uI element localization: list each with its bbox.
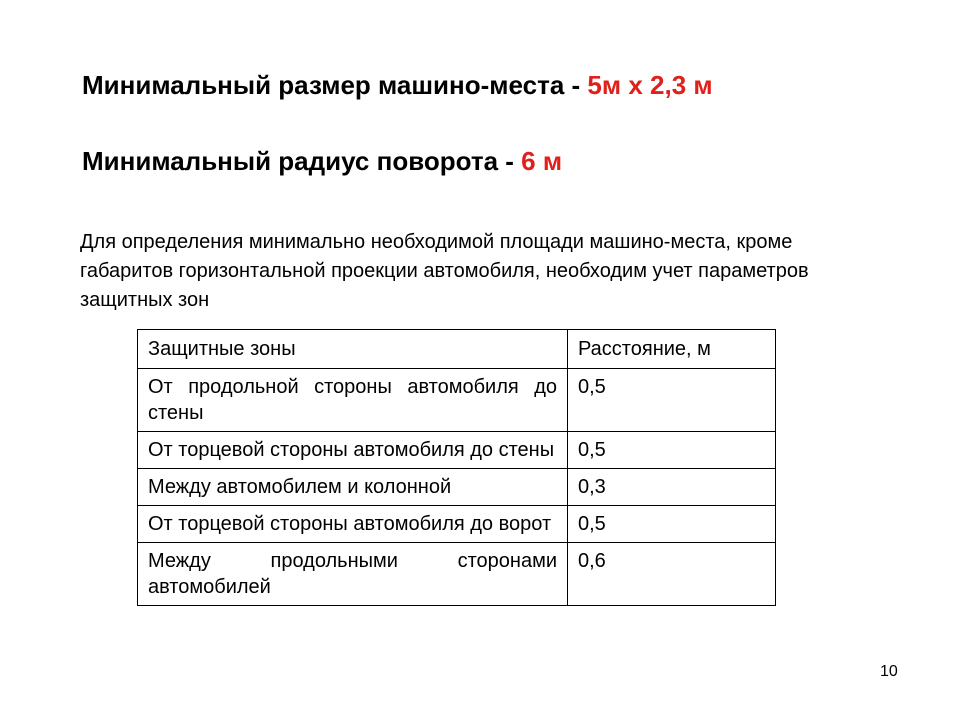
headline-radius-label: Минимальный радиус поворота xyxy=(82,146,499,176)
headline-min-turn-radius xyxy=(82,146,562,176)
page-number: 10 xyxy=(880,663,898,680)
distance-cell: 0,3 xyxy=(568,469,776,506)
table-row xyxy=(138,543,776,606)
table-header-row xyxy=(138,330,776,369)
protective-zones-table xyxy=(137,329,776,606)
headline-size-value: 5м х 2,3 м xyxy=(587,70,713,100)
zone-cell: От торцевой стороны автомобиля до ворот xyxy=(138,506,568,543)
distance-cell: 0,6 xyxy=(568,543,776,606)
header-distance: Расстояние, м xyxy=(568,330,776,369)
intro-paragraph: Для определения минимально необходимой площади машино-места, кроме габаритов горизонтальной проекции автомобиля, необходим учет параметров защитных зон xyxy=(80,231,809,311)
header-zone: Защитные зоны xyxy=(138,330,568,369)
headline-radius-separator: - xyxy=(498,146,522,176)
headline-size-label: Минимальный размер машино-места xyxy=(82,70,565,100)
table-row xyxy=(138,469,776,506)
table-row xyxy=(138,369,776,432)
zone-cell: Между автомобилем и колонной xyxy=(138,469,568,506)
headline-size-separator: - xyxy=(564,70,588,100)
distance-cell: 0,5 xyxy=(568,369,776,432)
table-row xyxy=(138,506,776,543)
distance-cell: 0,5 xyxy=(568,506,776,543)
zone-cell: Между продольными сторонами автомобилей xyxy=(138,543,568,606)
headline-min-parking-size xyxy=(82,70,713,100)
zone-cell: От торцевой стороны автомобиля до стены xyxy=(138,432,568,469)
headline-radius-value: 6 м xyxy=(521,146,563,176)
table-row xyxy=(138,432,776,469)
distance-cell: 0,5 xyxy=(568,432,776,469)
zone-cell: От продольной стороны автомобиля до стены xyxy=(138,369,568,432)
